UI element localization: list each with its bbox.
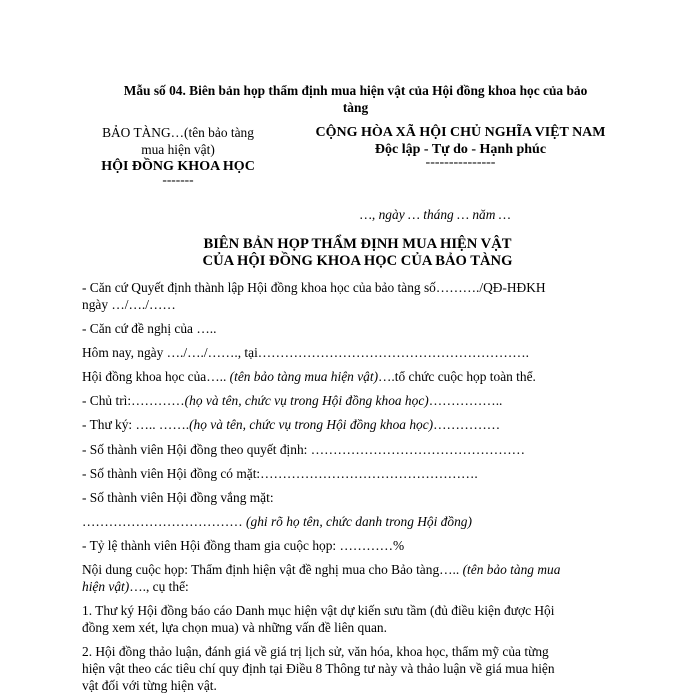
document-title-line: CỦA HỘI ĐỒNG KHOA HỌC CỦA BẢO TÀNG	[202, 253, 513, 269]
item-2	[82, 643, 622, 694]
italic-note: hiện vật)	[82, 579, 130, 594]
members-by-decision: - Số thành viên Hội đồng theo quyết định: …………………………………………	[82, 442, 525, 457]
attendance-rate: - Tỷ lệ thành viên Hội đồng tham gia cuộc họp: …………%	[82, 538, 405, 553]
italic-note: (tên bảo tàng mua hiện vật)	[229, 369, 379, 384]
text-line: 2. Hội đồng thảo luận, đánh giá về giá trị lịch sử, văn hóa, khoa học, thẩm mỹ của từng	[82, 644, 549, 659]
text-line: ngày …/…./……	[82, 297, 176, 312]
motto: Độc lập - Tự do - Hạnh phúc	[374, 142, 547, 157]
country-name: CỘNG HÒA XÃ HỘI CHỦ NGHĨA VIỆT NAM	[315, 125, 606, 140]
museum-header	[88, 124, 268, 187]
text-span: …., cụ thể:	[129, 579, 189, 594]
absent-names-line	[82, 513, 622, 530]
text-line: - Căn cứ Quyết định thành lập Hội đồng khoa học của bảo tàng số………./QĐ-HĐKH	[82, 280, 546, 295]
basis-decision	[82, 279, 622, 313]
italic-note: (họ và tên, chức vụ trong Hội đồng khoa học)	[184, 393, 429, 408]
text-span: ……………..	[428, 393, 503, 408]
header-divider: -------	[162, 172, 194, 187]
meeting-content	[82, 561, 622, 595]
document-title-line: BIÊN BẢN HỌP THẨM ĐỊNH MUA HIỆN VẬT	[203, 236, 512, 252]
chairperson-line	[82, 392, 622, 409]
italic-note: (họ và tên, chức vụ trong Hội đồng khoa học)	[189, 417, 434, 432]
meeting-organizer	[82, 368, 622, 385]
text-span: ……………	[433, 417, 501, 432]
council-name: HỘI ĐỒNG KHOA HỌC	[101, 159, 255, 174]
text-span: ………………………………	[82, 514, 247, 529]
text-line: vật đối với từng hiện vật.	[82, 678, 217, 693]
text-span: Hội đồng khoa học của…..	[82, 369, 230, 384]
text-span: Nội dung cuộc họp: Thẩm định hiện vật đề nghị mua cho Bảo tàng…..	[82, 562, 463, 577]
text-span: ….tổ chức cuộc họp toàn thể.	[378, 369, 536, 384]
members-absent: - Số thành viên Hội đồng vắng mặt:	[82, 490, 274, 505]
text-span: - Chủ trì:…………	[82, 393, 185, 408]
national-motto	[288, 124, 633, 170]
text-line: 1. Thư ký Hội đồng báo cáo Danh mục hiện vật dự kiến sưu tầm (đủ điều kiện được Hội	[82, 603, 555, 618]
museum-name-line: mua hiện vật)	[141, 142, 215, 157]
form-title-line: tàng	[342, 100, 369, 115]
italic-note: (ghi rõ họ tên, chức danh trong Hội đồng)	[246, 514, 472, 529]
meeting-date-place: Hôm nay, ngày …./…./……., tại…………………………………………………….	[82, 345, 529, 360]
place-date-line: …, ngày … tháng … năm …	[360, 207, 511, 222]
motto-divider: ---------------	[425, 155, 496, 170]
secretary-line	[82, 416, 622, 433]
text-span: - Thư ký: ….. …….	[82, 417, 190, 432]
museum-name-line: BẢO TÀNG…(tên bảo tàng	[102, 125, 254, 140]
item-1	[82, 602, 622, 636]
text-line: đồng xem xét, lựa chọn mua) và những vấn đề liên quan.	[82, 620, 387, 635]
text-line: hiện vật theo các tiêu chí quy định tại Điều 8 Thông tư này và thảo luận về giá mua hiện	[82, 661, 555, 676]
members-present: - Số thành viên Hội đồng có mặt:………………………………………….	[82, 466, 478, 481]
text-line	[82, 561, 622, 578]
italic-note: (tên bảo tàng mua	[462, 562, 561, 577]
basis-proposal: - Căn cứ đề nghị của …..	[82, 321, 217, 336]
form-title	[88, 82, 623, 116]
form-title-line: Mẫu số 04. Biên bản họp thẩm định mua hiện vật của Hội đồng khoa học của bảo	[123, 83, 588, 98]
document-title	[120, 236, 595, 270]
text-line	[82, 578, 622, 595]
